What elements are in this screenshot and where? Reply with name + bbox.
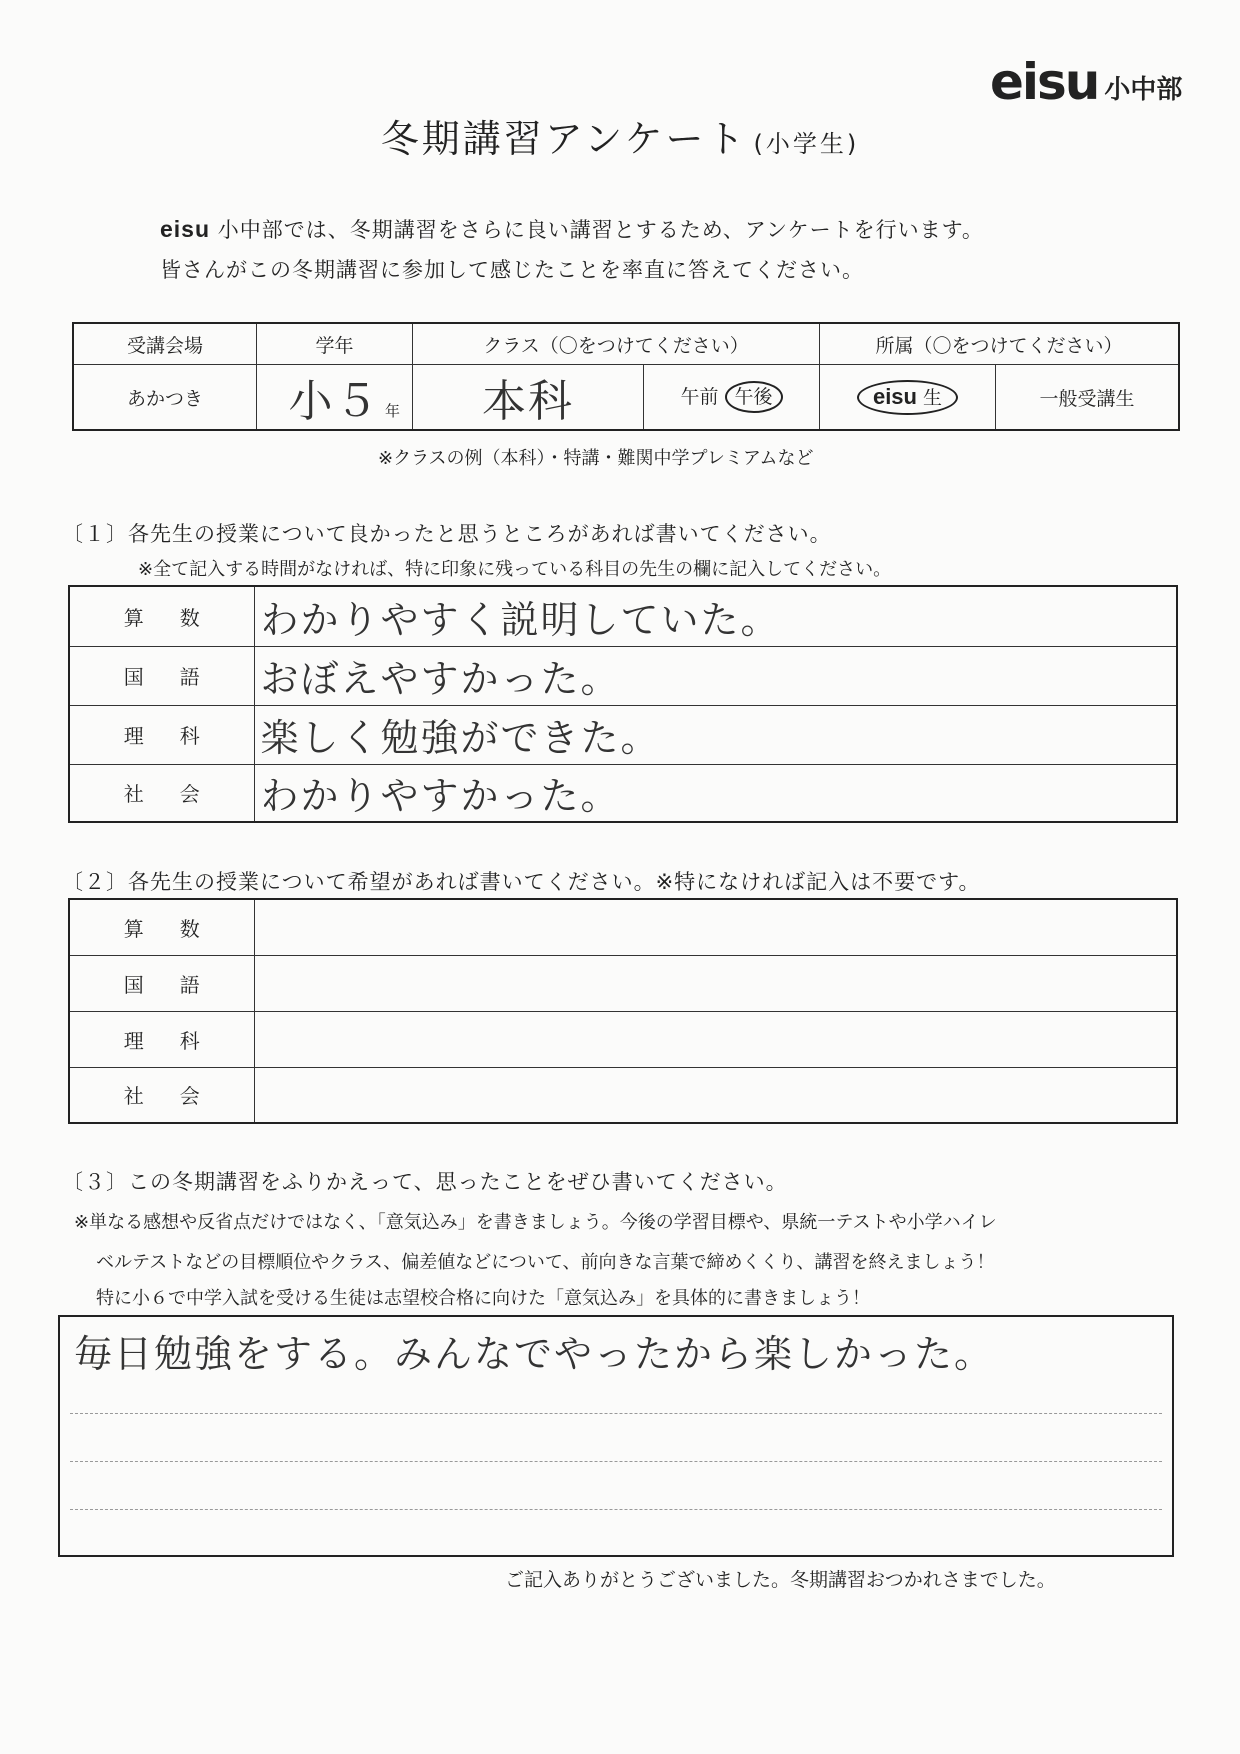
q3-answer-box [58, 1315, 1174, 1557]
eisu-student-circled [857, 380, 958, 415]
header-venue: 受講会場 [73, 323, 257, 365]
intro-line-1-text: 小中部では、冬期講習をさらに良い講習とするため、アンケートを行います。 [210, 218, 984, 242]
am-option: 午前 [680, 386, 719, 408]
intro-line-2: 皆さんがこの冬期講習に参加して感じたことを率直に答えてください。 [160, 258, 864, 282]
q2-subject: 理科 [69, 1011, 254, 1067]
eisu-logo [990, 53, 1183, 111]
q2-row [69, 1067, 1177, 1123]
q1-answer: 楽しく勉強ができた。 [254, 705, 1177, 764]
q3-heading: 〔３〕この冬期講習をふりかえって、思ったことをぜひ書いてください。 [62, 1170, 788, 1194]
logo-mark: eisu [990, 53, 1099, 111]
q2-answer [254, 1011, 1177, 1067]
logo-subtitle: 小中部 [1104, 75, 1183, 105]
page-title [0, 108, 1240, 163]
q1-answer: わかりやすく説明していた。 [254, 586, 1177, 646]
eisu-student-cell [820, 365, 996, 431]
q1-subject: 国語 [69, 646, 254, 705]
q2-row [69, 955, 1177, 1011]
q3-note-1: ※単なる感想や反省点だけではなく、「意気込み」を書きましょう。今後の学習目標や、県統一テストや小学ハイレ [74, 1212, 997, 1233]
answer-guide-line [70, 1509, 1162, 1510]
q2-heading: 〔２〕各先生の授業について希望があれば書いてください。※特になければ記入は不要です。 [62, 870, 981, 894]
q1-subject: 社会 [69, 764, 254, 822]
class-name-value: 本科 [482, 376, 574, 427]
q2-table [68, 898, 1178, 1124]
eisu-suffix: 生 [923, 386, 943, 409]
grade-value: 小５ [288, 376, 381, 427]
title-main: 冬期講習アンケート [380, 117, 748, 161]
q1-subject: 算数 [69, 586, 254, 646]
closing-message: ご記入ありがとうございました。冬期講習おつかれさまでした。 [505, 1569, 1056, 1591]
header-class: クラス（〇をつけてください） [413, 323, 820, 365]
answer-guide-line [70, 1461, 1162, 1462]
eisu-label: eisu [872, 383, 917, 409]
pm-option-circled: 午後 [725, 381, 783, 413]
venue-value: あかつき [73, 365, 257, 431]
header-grade: 学年 [257, 323, 413, 365]
q3-answer: 毎日勉強をする。みんなでやったから楽しかった。 [74, 1332, 995, 1376]
intro-brand: eisu [160, 216, 211, 242]
q3-note-3: 特に小６で中学入試を受ける生徒は志望校合格に向けた「意気込み」を具体的に書きましょう！ [96, 1288, 870, 1309]
grade-unit: 年 [384, 402, 400, 420]
header-affiliation: 所属（〇をつけてください） [820, 323, 1180, 365]
q1-row [69, 764, 1177, 822]
q1-row [69, 705, 1177, 764]
q1-row [69, 646, 1177, 705]
q1-heading: 〔１〕各先生の授業について良かったと思うところがあれば書いてください。 [62, 522, 832, 546]
q1-answer: おぼえやすかった。 [254, 646, 1177, 705]
q2-answer [254, 955, 1177, 1011]
q2-answer [254, 899, 1177, 955]
q1-table [68, 585, 1178, 823]
q1-note: ※全て記入する時間がなければ、特に印象に残っている科目の先生の欄に記入してください。 [138, 559, 892, 580]
title-sub: (小学生) [753, 130, 860, 158]
q2-subject: 社会 [69, 1067, 254, 1123]
q3-note-2: ベルテストなどの目標順位やクラス、偏差値などについて、前向きな言葉で締めくくり、講習を終えましょう！ [96, 1252, 995, 1273]
q2-answer [254, 1067, 1177, 1123]
class-example-note: ※クラスの例（本科）・特講・難関中学プレミアムなど [378, 448, 814, 469]
answer-guide-line [70, 1413, 1162, 1414]
q2-subject: 算数 [69, 899, 254, 955]
intro-line-1 [160, 214, 984, 244]
q1-row [69, 586, 1177, 646]
general-student: 一般受講生 [996, 365, 1180, 431]
info-table [72, 322, 1180, 431]
q2-subject: 国語 [69, 955, 254, 1011]
class-name-cell [413, 365, 644, 431]
grade-cell [257, 365, 413, 431]
q1-answer: わかりやすかった。 [254, 764, 1177, 822]
class-time-cell [644, 365, 820, 431]
q2-row [69, 1011, 1177, 1067]
q2-row [69, 899, 1177, 955]
q1-subject: 理科 [69, 705, 254, 764]
